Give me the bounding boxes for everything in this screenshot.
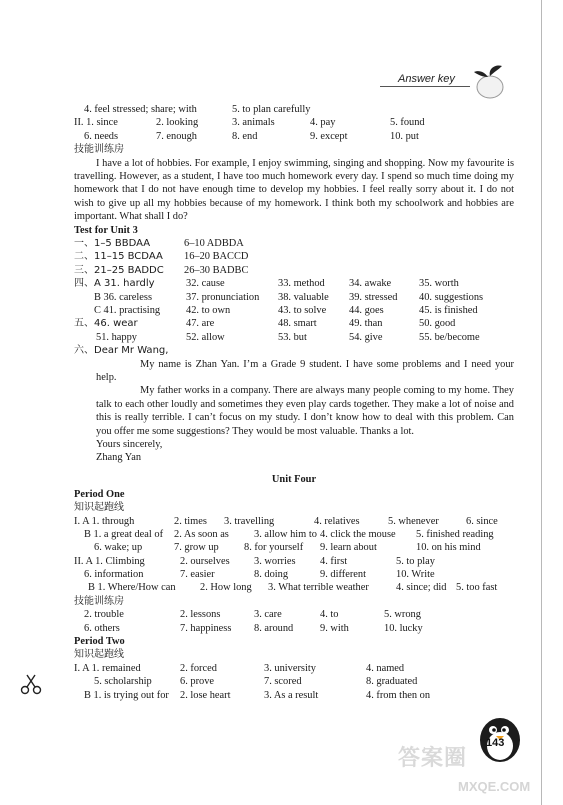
answer-item: 9. with: [320, 622, 349, 634]
margin-line: [541, 0, 542, 805]
answer-item: 5. too fast: [456, 582, 498, 594]
answer-item: 5. finished reading: [416, 528, 494, 540]
page-number-badge: [472, 710, 542, 770]
answer-item: 8. around: [254, 622, 294, 634]
answer-item: 48. smart: [278, 318, 317, 330]
answer-item: 6. information: [84, 569, 144, 581]
letter-closing: Yours sincerely,: [96, 438, 163, 450]
answer-row: [74, 528, 514, 541]
answer-item: 55. be/become: [419, 331, 480, 343]
answer-row: [74, 277, 514, 290]
answer-item: 2. ourselves: [180, 555, 230, 567]
answer-content: [74, 103, 514, 702]
answer-item: 7. easier: [180, 569, 215, 581]
answer-item: 5. whenever: [388, 515, 439, 527]
answer-row: [74, 237, 514, 250]
answer-item: 6. others: [84, 622, 120, 634]
spacer: [74, 465, 514, 473]
answer-item: 6. since: [466, 515, 498, 527]
answer-row: [74, 250, 514, 263]
answer-item: 2. forced: [180, 662, 217, 674]
answer-item: 3. worries: [254, 555, 296, 567]
answer-item: 3. What terrible weather: [268, 582, 369, 594]
answer-item: 2. looking: [156, 117, 199, 129]
answer-item: 4. feel stressed; share; with: [84, 104, 197, 115]
answer-item: 3. animals: [232, 117, 275, 129]
watermark-text: 答案圈: [398, 746, 468, 771]
answer-row: [74, 608, 514, 621]
answer-item: 7. scored: [264, 676, 302, 688]
answer-item: 50. good: [419, 318, 456, 330]
answer-item: 2. lessons: [180, 609, 221, 621]
answer-item: 5. to play: [396, 555, 435, 567]
answer-item: 8. doing: [254, 569, 289, 581]
letter-greeting: 六、Dear Mr Wang,: [74, 345, 169, 357]
answer-row: [74, 116, 514, 129]
answer-item: 38. valuable: [278, 291, 329, 303]
answer-item: 33. method: [278, 278, 325, 290]
answer-item: I. A 1. remained: [74, 662, 141, 674]
answer-item: 二、11–15 BCDAA: [74, 251, 163, 263]
answer-item: 39. stressed: [349, 291, 398, 303]
answer-item: 5. scholarship: [94, 676, 152, 688]
answer-item: 32. cause: [186, 278, 225, 290]
answer-item: 6–10 ADBDA: [184, 237, 244, 249]
answer-item: 43. to solve: [278, 304, 327, 316]
answer-item: 三、21–25 BADDC: [74, 264, 164, 276]
letter-paragraph: My name is Zhan Yan. I’m a Grade 9 student. I have some problems and I need your help.: [96, 358, 514, 383]
answer-item: 4. to: [320, 609, 339, 621]
essay-paragraph: I have a lot of hobbies. For example, I enjoy swimming, singing and shopping. Now my favourite is travelling. However, as a student, I have too much homework every day. I spend so much time doing my homework that I do not have enough time to develop my hobbies. I feel really sorry about it. I do not wish to give up all my hobbies because of my homework. I think both my schoolwork and hobbies are important. What shall I do?: [74, 157, 514, 223]
answer-item: 五、46. wear: [74, 318, 138, 330]
answer-item: 4. named: [366, 662, 405, 674]
answer-row: [74, 103, 514, 116]
answer-item: 4. pay: [310, 117, 336, 129]
answer-row: [74, 675, 514, 688]
answer-item: 4. first: [320, 555, 348, 567]
letter-signature: Zhang Yan: [96, 452, 142, 464]
answer-item: 8. for yourself: [244, 542, 304, 554]
answer-item: 42. to own: [186, 304, 231, 316]
answer-item: 16–20 BACCD: [184, 251, 249, 263]
answer-item: 52. allow: [186, 331, 225, 343]
answer-item: 2. lose heart: [180, 689, 231, 701]
answer-item: 8. graduated: [366, 676, 418, 688]
apple-icon: [468, 62, 508, 102]
answer-item: B 1. is trying out for: [84, 689, 169, 701]
answer-item: 2. How long: [200, 582, 252, 594]
answer-item: B 1. Where/How can: [88, 582, 176, 594]
period-title: Period Two: [74, 636, 125, 648]
answer-item: B 1. a great deal of: [84, 528, 164, 540]
answer-item: 7. enough: [156, 130, 197, 142]
answer-row: [74, 662, 514, 675]
answer-item: 53. but: [278, 331, 307, 343]
section-label: 知识起跑线: [74, 502, 124, 514]
test-title: Test for Unit 3: [74, 224, 138, 236]
answer-item: 40. suggestions: [419, 291, 484, 303]
answer-row: [74, 304, 514, 317]
period-title: Period One: [74, 488, 125, 500]
answer-item: 5. wrong: [384, 609, 421, 621]
answer-item: 6. prove: [180, 676, 215, 688]
answer-item: 6. needs: [84, 130, 119, 142]
answer-row: [74, 568, 514, 581]
header-title: Answer key: [398, 73, 455, 85]
answer-row: [74, 291, 514, 304]
answer-item: 45. is finished: [419, 304, 478, 316]
answer-item: 54. give: [349, 331, 383, 343]
answer-item: II. 1. since: [74, 117, 118, 129]
answer-row: [74, 515, 514, 528]
answer-item: 10. lucky: [384, 622, 423, 634]
answer-item: 5. to plan carefully: [232, 104, 311, 115]
answer-item: 3. allow him to: [254, 528, 317, 540]
answer-item: 44. goes: [349, 304, 384, 316]
answer-item: 四、A 31. hardly: [74, 278, 155, 290]
watermark-url: MXQE.COM: [458, 779, 531, 794]
section-label: 技能训练房: [74, 144, 124, 156]
answer-item: 10. put: [390, 130, 419, 142]
answer-row: [74, 622, 514, 635]
penguin-icon: [472, 710, 542, 770]
answer-row: [74, 541, 514, 554]
answer-row: [74, 555, 514, 568]
answer-item: 5. found: [390, 117, 425, 129]
answer-item: 9. learn about: [320, 542, 377, 554]
answer-item: 2. trouble: [84, 609, 124, 621]
header: [380, 60, 520, 100]
answer-item: C 41. practising: [94, 304, 161, 316]
answer-item: 3. university: [264, 662, 316, 674]
answer-row: [74, 130, 514, 143]
answer-item: 10. on his mind: [416, 542, 481, 554]
answer-item: 2. As soon as: [174, 528, 229, 540]
answer-item: 9. except: [310, 130, 348, 142]
answer-item: 3. As a result: [264, 689, 319, 701]
answer-item: 10. Write: [396, 569, 435, 581]
answer-item: 47. are: [186, 318, 215, 330]
answer-row: [74, 689, 514, 702]
answer-item: 7. grow up: [174, 542, 219, 554]
section-label: 技能训练房: [74, 595, 124, 607]
answer-item: 4. relatives: [314, 515, 360, 527]
answer-item: I. A 1. through: [74, 515, 135, 527]
answer-item: 26–30 BADBC: [184, 264, 249, 276]
answer-item: 一、1–5 BBDAA: [74, 237, 151, 249]
answer-item: 3. care: [254, 609, 282, 621]
answer-item: 6. wake; up: [94, 542, 143, 554]
answer-item: 8. end: [232, 130, 258, 142]
answer-item: 37. pronunciation: [186, 291, 260, 303]
answer-row: [74, 331, 514, 344]
answer-item: 51. happy: [96, 331, 137, 343]
answer-item: 7. happiness: [180, 622, 232, 634]
answer-item: 4. since; did: [396, 582, 447, 594]
answer-item: 4. from then on: [366, 689, 431, 701]
answer-item: 3. travelling: [224, 515, 275, 527]
answer-item: 49. than: [349, 318, 383, 330]
scissors-icon: [20, 673, 42, 695]
answer-row: [74, 581, 514, 594]
section-label: 知识起跑线: [74, 649, 124, 661]
letter-paragraph: My father works in a company. There are always many people coming to my home. They talk to each other loudly and sometimes they even play cards together. They make a lot of noise and this is really terrible. I can’t focus on my study. I don’t know how to deal with this problem. Can you offer me some suggestions? They would be most valuable. Thanks a lot.: [96, 385, 514, 437]
answer-item: 9. different: [320, 569, 366, 581]
answer-item: 34. awake: [349, 278, 392, 290]
answer-item: 4. click the mouse: [320, 528, 396, 540]
answer-item: B 36. careless: [94, 291, 152, 303]
answer-row: [74, 264, 514, 277]
answer-item: 2. times: [174, 515, 207, 527]
page-number: 143: [486, 737, 505, 749]
answer-item: 35. worth: [419, 278, 459, 290]
answer-item: II. A 1. Climbing: [74, 555, 145, 567]
answer-row: [74, 317, 514, 330]
unit-title: Unit Four: [271, 473, 317, 485]
